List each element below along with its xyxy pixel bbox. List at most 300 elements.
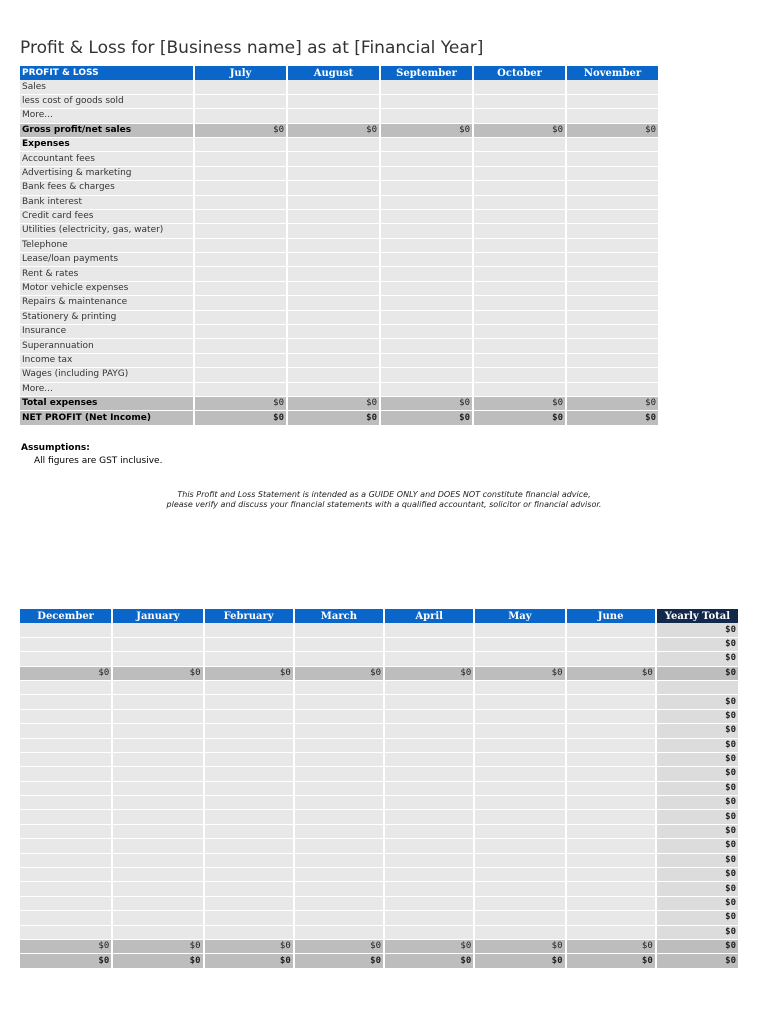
cell-november[interactable] (567, 267, 658, 281)
cell-march[interactable] (295, 767, 383, 781)
cell-december[interactable] (20, 724, 111, 738)
cell-february[interactable] (205, 882, 293, 896)
cell-january[interactable] (113, 897, 202, 911)
cell-may[interactable] (475, 839, 564, 853)
cell-december[interactable] (20, 810, 111, 824)
cell-december[interactable] (20, 681, 111, 695)
cell-october[interactable] (474, 167, 565, 181)
cell-may[interactable] (475, 854, 564, 868)
cell-august[interactable] (288, 383, 379, 397)
cell-february[interactable] (205, 911, 293, 925)
cell-july[interactable] (195, 210, 286, 224)
cell-august[interactable]: $0 (288, 397, 379, 411)
cell-november[interactable] (567, 167, 658, 181)
cell-february[interactable] (205, 782, 293, 796)
cell-february[interactable]: $0 (205, 940, 293, 954)
cell-august[interactable] (288, 339, 379, 353)
cell-february[interactable]: $0 (205, 954, 293, 968)
table-row (20, 383, 658, 397)
cell-february[interactable] (205, 753, 293, 767)
cell-october[interactable] (474, 224, 565, 238)
cell-december[interactable] (20, 782, 111, 796)
cell-may[interactable] (475, 767, 564, 781)
cell-september[interactable] (381, 383, 472, 397)
cell-january[interactable] (113, 767, 202, 781)
cell-january[interactable] (113, 710, 202, 724)
cell-march[interactable] (295, 839, 383, 853)
cell-june[interactable] (567, 897, 655, 911)
cell-february[interactable] (205, 926, 293, 940)
cell-april[interactable]: $0 (385, 954, 473, 968)
row-label: Utilities (electricity, gas, water) (20, 224, 193, 238)
cell-august[interactable] (288, 95, 379, 109)
cell-march[interactable] (295, 681, 383, 695)
cell-december[interactable] (20, 911, 111, 925)
cell-june[interactable] (567, 882, 655, 896)
cell-august[interactable]: $0 (288, 411, 379, 425)
cell-october[interactable] (474, 325, 565, 339)
cell-october[interactable] (474, 354, 565, 368)
cell-december[interactable]: $0 (20, 940, 111, 954)
cell-december[interactable] (20, 710, 111, 724)
cell-december[interactable] (20, 854, 111, 868)
cell-march[interactable] (295, 897, 383, 911)
cell-january[interactable] (113, 782, 202, 796)
cell-october[interactable] (474, 80, 565, 94)
cell-yearly-total: $0 (657, 882, 738, 896)
cell-december[interactable] (20, 638, 111, 652)
cell-december[interactable] (20, 897, 111, 911)
cell-october[interactable] (474, 95, 565, 109)
cell-january[interactable] (113, 868, 202, 882)
cell-october[interactable] (474, 253, 565, 267)
cell-march[interactable] (295, 854, 383, 868)
cell-april[interactable] (385, 796, 473, 810)
cell-february[interactable] (205, 652, 293, 666)
cell-june[interactable] (567, 868, 655, 882)
cell-may[interactable]: $0 (475, 940, 564, 954)
cell-december[interactable]: $0 (20, 954, 111, 968)
cell-july[interactable] (195, 239, 286, 253)
cell-september[interactable] (381, 354, 472, 368)
cell-december[interactable] (20, 652, 111, 666)
cell-january[interactable] (113, 753, 202, 767)
cell-may[interactable] (475, 724, 564, 738)
cell-march[interactable] (295, 796, 383, 810)
cell-september[interactable] (381, 95, 472, 109)
cell-november[interactable] (567, 282, 658, 296)
cell-april[interactable] (385, 724, 473, 738)
cell-december[interactable] (20, 868, 111, 882)
cell-march[interactable] (295, 825, 383, 839)
cell-june[interactable]: $0 (567, 940, 655, 954)
cell-april[interactable]: $0 (385, 940, 473, 954)
cell-august[interactable] (288, 196, 379, 210)
cell-march[interactable] (295, 638, 383, 652)
cell-april[interactable] (385, 782, 473, 796)
cell-august[interactable] (288, 109, 379, 123)
cell-november[interactable] (567, 339, 658, 353)
cell-september[interactable]: $0 (381, 397, 472, 411)
cell-december[interactable] (20, 623, 111, 637)
cell-march[interactable]: $0 (295, 940, 383, 954)
cell-yearly-total: $0 (657, 623, 738, 637)
cell-november[interactable] (567, 152, 658, 166)
cell-june[interactable] (567, 810, 655, 824)
cell-september[interactable] (381, 138, 472, 152)
cell-october[interactable] (474, 196, 565, 210)
cell-april[interactable] (385, 926, 473, 940)
cell-june[interactable] (567, 782, 655, 796)
cell-december[interactable] (20, 839, 111, 853)
cell-august[interactable] (288, 253, 379, 267)
cell-november[interactable] (567, 196, 658, 210)
cell-may[interactable] (475, 897, 564, 911)
cell-august[interactable] (288, 224, 379, 238)
cell-may[interactable] (475, 782, 564, 796)
cell-august[interactable] (288, 167, 379, 181)
cell-april[interactable]: $0 (385, 667, 473, 681)
cell-yearly-total: $0 (657, 897, 738, 911)
cell-july[interactable] (195, 311, 286, 325)
cell-june[interactable] (567, 638, 655, 652)
cell-december[interactable] (20, 825, 111, 839)
cell-september[interactable] (381, 210, 472, 224)
cell-june[interactable] (567, 695, 655, 709)
cell-february[interactable] (205, 739, 293, 753)
cell-september[interactable] (381, 181, 472, 195)
cell-june[interactable] (567, 839, 655, 853)
cell-may[interactable]: $0 (475, 667, 564, 681)
cell-march[interactable] (295, 710, 383, 724)
cell-december[interactable] (20, 926, 111, 940)
cell-january[interactable] (113, 652, 202, 666)
cell-september[interactable] (381, 267, 472, 281)
cell-october[interactable] (474, 210, 565, 224)
cell-october[interactable] (474, 267, 565, 281)
cell-november[interactable] (567, 210, 658, 224)
cell-march[interactable]: $0 (295, 667, 383, 681)
cell-september[interactable] (381, 196, 472, 210)
cell-july[interactable] (195, 181, 286, 195)
table-row (20, 724, 738, 738)
cell-january[interactable] (113, 810, 202, 824)
cell-november[interactable] (567, 181, 658, 195)
table-row (20, 210, 658, 224)
cell-february[interactable] (205, 638, 293, 652)
cell-july[interactable] (195, 109, 286, 123)
cell-july[interactable] (195, 152, 286, 166)
cell-may[interactable] (475, 911, 564, 925)
cell-april[interactable] (385, 897, 473, 911)
cell-march[interactable] (295, 623, 383, 637)
cell-april[interactable] (385, 623, 473, 637)
cell-january[interactable] (113, 911, 202, 925)
cell-april[interactable] (385, 810, 473, 824)
cell-august[interactable] (288, 325, 379, 339)
cell-october[interactable] (474, 239, 565, 253)
cell-september[interactable] (381, 167, 472, 181)
cell-february[interactable] (205, 810, 293, 824)
row-label: NET PROFIT (Net Income) (20, 411, 193, 425)
cell-january[interactable] (113, 854, 202, 868)
cell-july[interactable]: $0 (195, 124, 286, 138)
cell-july[interactable] (195, 80, 286, 94)
cell-december[interactable] (20, 695, 111, 709)
cell-january[interactable] (113, 926, 202, 940)
cell-december[interactable] (20, 753, 111, 767)
cell-april[interactable] (385, 911, 473, 925)
cell-march[interactable] (295, 868, 383, 882)
cell-october[interactable] (474, 368, 565, 382)
cell-november[interactable] (567, 368, 658, 382)
cell-july[interactable] (195, 368, 286, 382)
cell-october[interactable] (474, 109, 565, 123)
cell-september[interactable] (381, 296, 472, 310)
cell-october[interactable] (474, 282, 565, 296)
cell-september[interactable] (381, 109, 472, 123)
cell-october[interactable] (474, 383, 565, 397)
cell-february[interactable] (205, 681, 293, 695)
cell-july[interactable] (195, 325, 286, 339)
cell-october[interactable] (474, 296, 565, 310)
cell-july[interactable] (195, 339, 286, 353)
cell-september[interactable] (381, 368, 472, 382)
cell-january[interactable]: $0 (113, 667, 202, 681)
cell-july[interactable] (195, 354, 286, 368)
cell-february[interactable] (205, 710, 293, 724)
cell-june[interactable] (567, 825, 655, 839)
cell-january[interactable] (113, 623, 202, 637)
cell-june[interactable] (567, 623, 655, 637)
cell-august[interactable] (288, 311, 379, 325)
cell-january[interactable] (113, 695, 202, 709)
cell-july[interactable] (195, 282, 286, 296)
cell-march[interactable] (295, 753, 383, 767)
cell-may[interactable] (475, 638, 564, 652)
cell-august[interactable] (288, 210, 379, 224)
cell-june[interactable] (567, 652, 655, 666)
cell-december[interactable]: $0 (20, 667, 111, 681)
cell-april[interactable] (385, 825, 473, 839)
cell-september[interactable] (381, 339, 472, 353)
cell-april[interactable] (385, 681, 473, 695)
cell-november[interactable]: $0 (567, 411, 658, 425)
cell-january[interactable]: $0 (113, 940, 202, 954)
cell-november[interactable] (567, 109, 658, 123)
cell-february[interactable] (205, 897, 293, 911)
cell-july[interactable]: $0 (195, 411, 286, 425)
cell-july[interactable] (195, 253, 286, 267)
cell-september[interactable] (381, 253, 472, 267)
cell-december[interactable] (20, 796, 111, 810)
cell-august[interactable] (288, 239, 379, 253)
cell-september[interactable]: $0 (381, 124, 472, 138)
cell-april[interactable] (385, 652, 473, 666)
cell-august[interactable] (288, 267, 379, 281)
cell-august[interactable] (288, 354, 379, 368)
cell-february[interactable] (205, 868, 293, 882)
cell-january[interactable] (113, 724, 202, 738)
cell-march[interactable] (295, 652, 383, 666)
cell-april[interactable] (385, 882, 473, 896)
cell-september[interactable] (381, 239, 472, 253)
cell-august[interactable] (288, 138, 379, 152)
cell-october[interactable]: $0 (474, 124, 565, 138)
cell-april[interactable] (385, 739, 473, 753)
cell-august[interactable] (288, 296, 379, 310)
cell-may[interactable] (475, 710, 564, 724)
cell-may[interactable] (475, 652, 564, 666)
cell-june[interactable] (567, 796, 655, 810)
cell-march[interactable] (295, 810, 383, 824)
cell-april[interactable] (385, 695, 473, 709)
cell-august[interactable] (288, 282, 379, 296)
cell-february[interactable] (205, 825, 293, 839)
cell-may[interactable] (475, 753, 564, 767)
cell-may[interactable]: $0 (475, 954, 564, 968)
cell-may[interactable] (475, 623, 564, 637)
cell-november[interactable] (567, 80, 658, 94)
cell-february[interactable] (205, 839, 293, 853)
cell-august[interactable] (288, 152, 379, 166)
cell-august[interactable] (288, 80, 379, 94)
cell-november[interactable] (567, 95, 658, 109)
cell-january[interactable] (113, 839, 202, 853)
cell-october[interactable]: $0 (474, 411, 565, 425)
cell-april[interactable] (385, 638, 473, 652)
cell-september[interactable] (381, 311, 472, 325)
cell-yearly-total: $0 (657, 753, 738, 767)
cell-november[interactable] (567, 354, 658, 368)
cell-july[interactable]: $0 (195, 397, 286, 411)
month-header-march: March (295, 609, 383, 623)
cell-march[interactable] (295, 911, 383, 925)
cell-april[interactable] (385, 710, 473, 724)
cell-march[interactable] (295, 695, 383, 709)
cell-march[interactable]: $0 (295, 954, 383, 968)
cell-june[interactable]: $0 (567, 954, 655, 968)
cell-october[interactable] (474, 311, 565, 325)
cell-november[interactable] (567, 224, 658, 238)
cell-february[interactable] (205, 695, 293, 709)
cell-may[interactable] (475, 825, 564, 839)
cell-november[interactable] (567, 296, 658, 310)
cell-february[interactable] (205, 724, 293, 738)
cell-march[interactable] (295, 739, 383, 753)
cell-january[interactable] (113, 638, 202, 652)
cell-november[interactable] (567, 253, 658, 267)
cell-february[interactable] (205, 767, 293, 781)
cell-december[interactable] (20, 767, 111, 781)
cell-february[interactable] (205, 796, 293, 810)
cell-september[interactable] (381, 152, 472, 166)
cell-july[interactable] (195, 138, 286, 152)
cell-june[interactable]: $0 (567, 667, 655, 681)
cell-may[interactable] (475, 681, 564, 695)
cell-may[interactable] (475, 868, 564, 882)
cell-october[interactable]: $0 (474, 397, 565, 411)
table-row (20, 926, 738, 940)
cell-june[interactable] (567, 854, 655, 868)
cell-february[interactable]: $0 (205, 667, 293, 681)
cell-january[interactable] (113, 882, 202, 896)
cell-september[interactable]: $0 (381, 411, 472, 425)
cell-april[interactable] (385, 753, 473, 767)
cell-february[interactable] (205, 623, 293, 637)
cell-september[interactable] (381, 282, 472, 296)
cell-april[interactable] (385, 767, 473, 781)
cell-may[interactable] (475, 810, 564, 824)
cell-october[interactable] (474, 339, 565, 353)
cell-january[interactable] (113, 796, 202, 810)
cell-may[interactable] (475, 739, 564, 753)
cell-june[interactable] (567, 911, 655, 925)
cell-march[interactable] (295, 724, 383, 738)
cell-april[interactable] (385, 854, 473, 868)
cell-july[interactable] (195, 167, 286, 181)
cell-march[interactable] (295, 782, 383, 796)
cell-july[interactable] (195, 267, 286, 281)
cell-september[interactable] (381, 224, 472, 238)
cell-july[interactable] (195, 383, 286, 397)
cell-june[interactable] (567, 753, 655, 767)
cell-april[interactable] (385, 839, 473, 853)
cell-may[interactable] (475, 695, 564, 709)
cell-july[interactable] (195, 296, 286, 310)
cell-october[interactable] (474, 138, 565, 152)
cell-august[interactable] (288, 181, 379, 195)
cell-november[interactable]: $0 (567, 397, 658, 411)
cell-august[interactable] (288, 368, 379, 382)
cell-january[interactable] (113, 825, 202, 839)
cell-january[interactable] (113, 681, 202, 695)
cell-january[interactable]: $0 (113, 954, 202, 968)
cell-december[interactable] (20, 882, 111, 896)
cell-june[interactable] (567, 926, 655, 940)
cell-november[interactable] (567, 239, 658, 253)
cell-october[interactable] (474, 152, 565, 166)
cell-november[interactable] (567, 325, 658, 339)
cell-november[interactable] (567, 383, 658, 397)
cell-yearly-total: $0 (657, 638, 738, 652)
cell-july[interactable] (195, 196, 286, 210)
cell-june[interactable] (567, 767, 655, 781)
cell-november[interactable]: $0 (567, 124, 658, 138)
cell-june[interactable] (567, 710, 655, 724)
cell-june[interactable] (567, 681, 655, 695)
cell-may[interactable] (475, 882, 564, 896)
cell-july[interactable] (195, 224, 286, 238)
cell-february[interactable] (205, 854, 293, 868)
cell-june[interactable] (567, 739, 655, 753)
cell-september[interactable] (381, 325, 472, 339)
cell-august[interactable]: $0 (288, 124, 379, 138)
cell-april[interactable] (385, 868, 473, 882)
cell-may[interactable] (475, 796, 564, 810)
cell-december[interactable] (20, 739, 111, 753)
cell-march[interactable] (295, 882, 383, 896)
cell-january[interactable] (113, 739, 202, 753)
cell-october[interactable] (474, 181, 565, 195)
cell-july[interactable] (195, 95, 286, 109)
cell-november[interactable] (567, 138, 658, 152)
cell-march[interactable] (295, 926, 383, 940)
cell-september[interactable] (381, 80, 472, 94)
cell-may[interactable] (475, 926, 564, 940)
cell-june[interactable] (567, 724, 655, 738)
cell-november[interactable] (567, 311, 658, 325)
